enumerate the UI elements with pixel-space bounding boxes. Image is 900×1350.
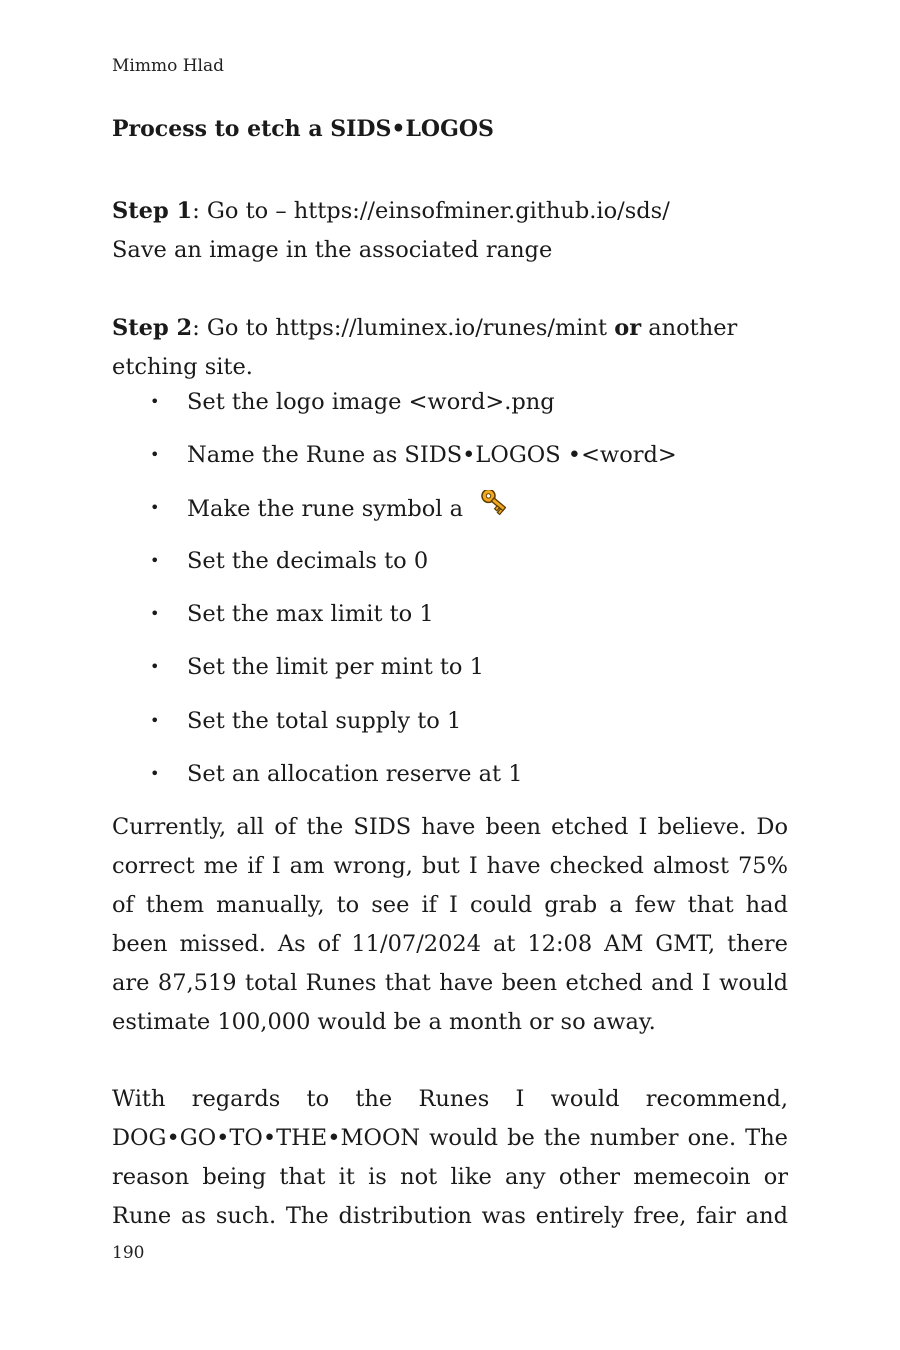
- list-item-text: Set the total supply to 1: [187, 707, 462, 734]
- section-heading: Process to etch a SIDS•LOGOS: [112, 116, 494, 142]
- bullet-glyph: •: [150, 498, 160, 518]
- key-icon: [474, 490, 506, 531]
- step-1-line-2: Save an image in the associated range: [112, 237, 553, 263]
- step-2-emphasis: or: [614, 315, 642, 341]
- list-item-text: Name the Rune as SIDS•LOGOS •<word>: [187, 442, 677, 469]
- list-item: [112, 543, 788, 596]
- body-paragraph-2: With regards to the Runes I would recommend, DOG•GO•TO•THE•MOON would be the number one. The reason being that it is not like any other memecoin or Rune as such. The distribution was entirely free, fair and: [112, 1086, 788, 1229]
- list-item-text: Set the max limit to 1: [187, 601, 434, 628]
- body-paragraph-1: Currently, all of the SIDS have been etched I believe. Do correct me if I am wrong, but I have checked almost 75% of them manually, to see if I could grab a few that had been missed. As of 11/07/2024 at 12:08 AM GMT, there are 87,519 total Runes that have been etched and I would estimate 100,000 would be a month or so away.: [112, 814, 788, 1035]
- step-2: [112, 309, 788, 387]
- bullet-glyph: •: [150, 392, 160, 411]
- list-item: [112, 384, 788, 437]
- step-2-label: Step 2: [112, 315, 193, 341]
- list-item: [112, 490, 788, 543]
- list-item-text: Set the logo image <word>.png: [187, 389, 555, 415]
- list-item: [112, 437, 788, 490]
- running-head: Mimmo Hlad: [112, 56, 225, 76]
- list-item-text: Set the limit per mint to 1: [187, 654, 484, 681]
- list-item: [112, 756, 788, 809]
- step-1: [112, 192, 788, 270]
- bullet-glyph: •: [150, 710, 160, 730]
- list-item: [112, 596, 788, 649]
- list-item: [112, 703, 788, 756]
- step-2-text-after: another etching site.: [112, 315, 738, 380]
- page-number: 190: [112, 1243, 145, 1263]
- step-1-text: : Go to – https://einsofminer.github.io/sds/: [192, 198, 670, 224]
- bullet-glyph: •: [150, 551, 160, 571]
- bullet-glyph: •: [150, 445, 160, 465]
- list-item-text: Set an allocation reserve at 1: [187, 760, 523, 787]
- steps-list: [112, 384, 788, 809]
- list-item-text: Make the rune symbol a: [187, 496, 464, 523]
- bullet-glyph: •: [150, 657, 160, 677]
- list-item: [112, 649, 788, 702]
- step-2-text-before: : Go to https://luminex.io/runes/mint: [192, 315, 615, 341]
- step-1-label: Step 1: [112, 198, 193, 224]
- list-item-text: Set the decimals to 0: [187, 548, 429, 575]
- bullet-glyph: •: [150, 604, 160, 624]
- bullet-glyph: •: [150, 763, 160, 783]
